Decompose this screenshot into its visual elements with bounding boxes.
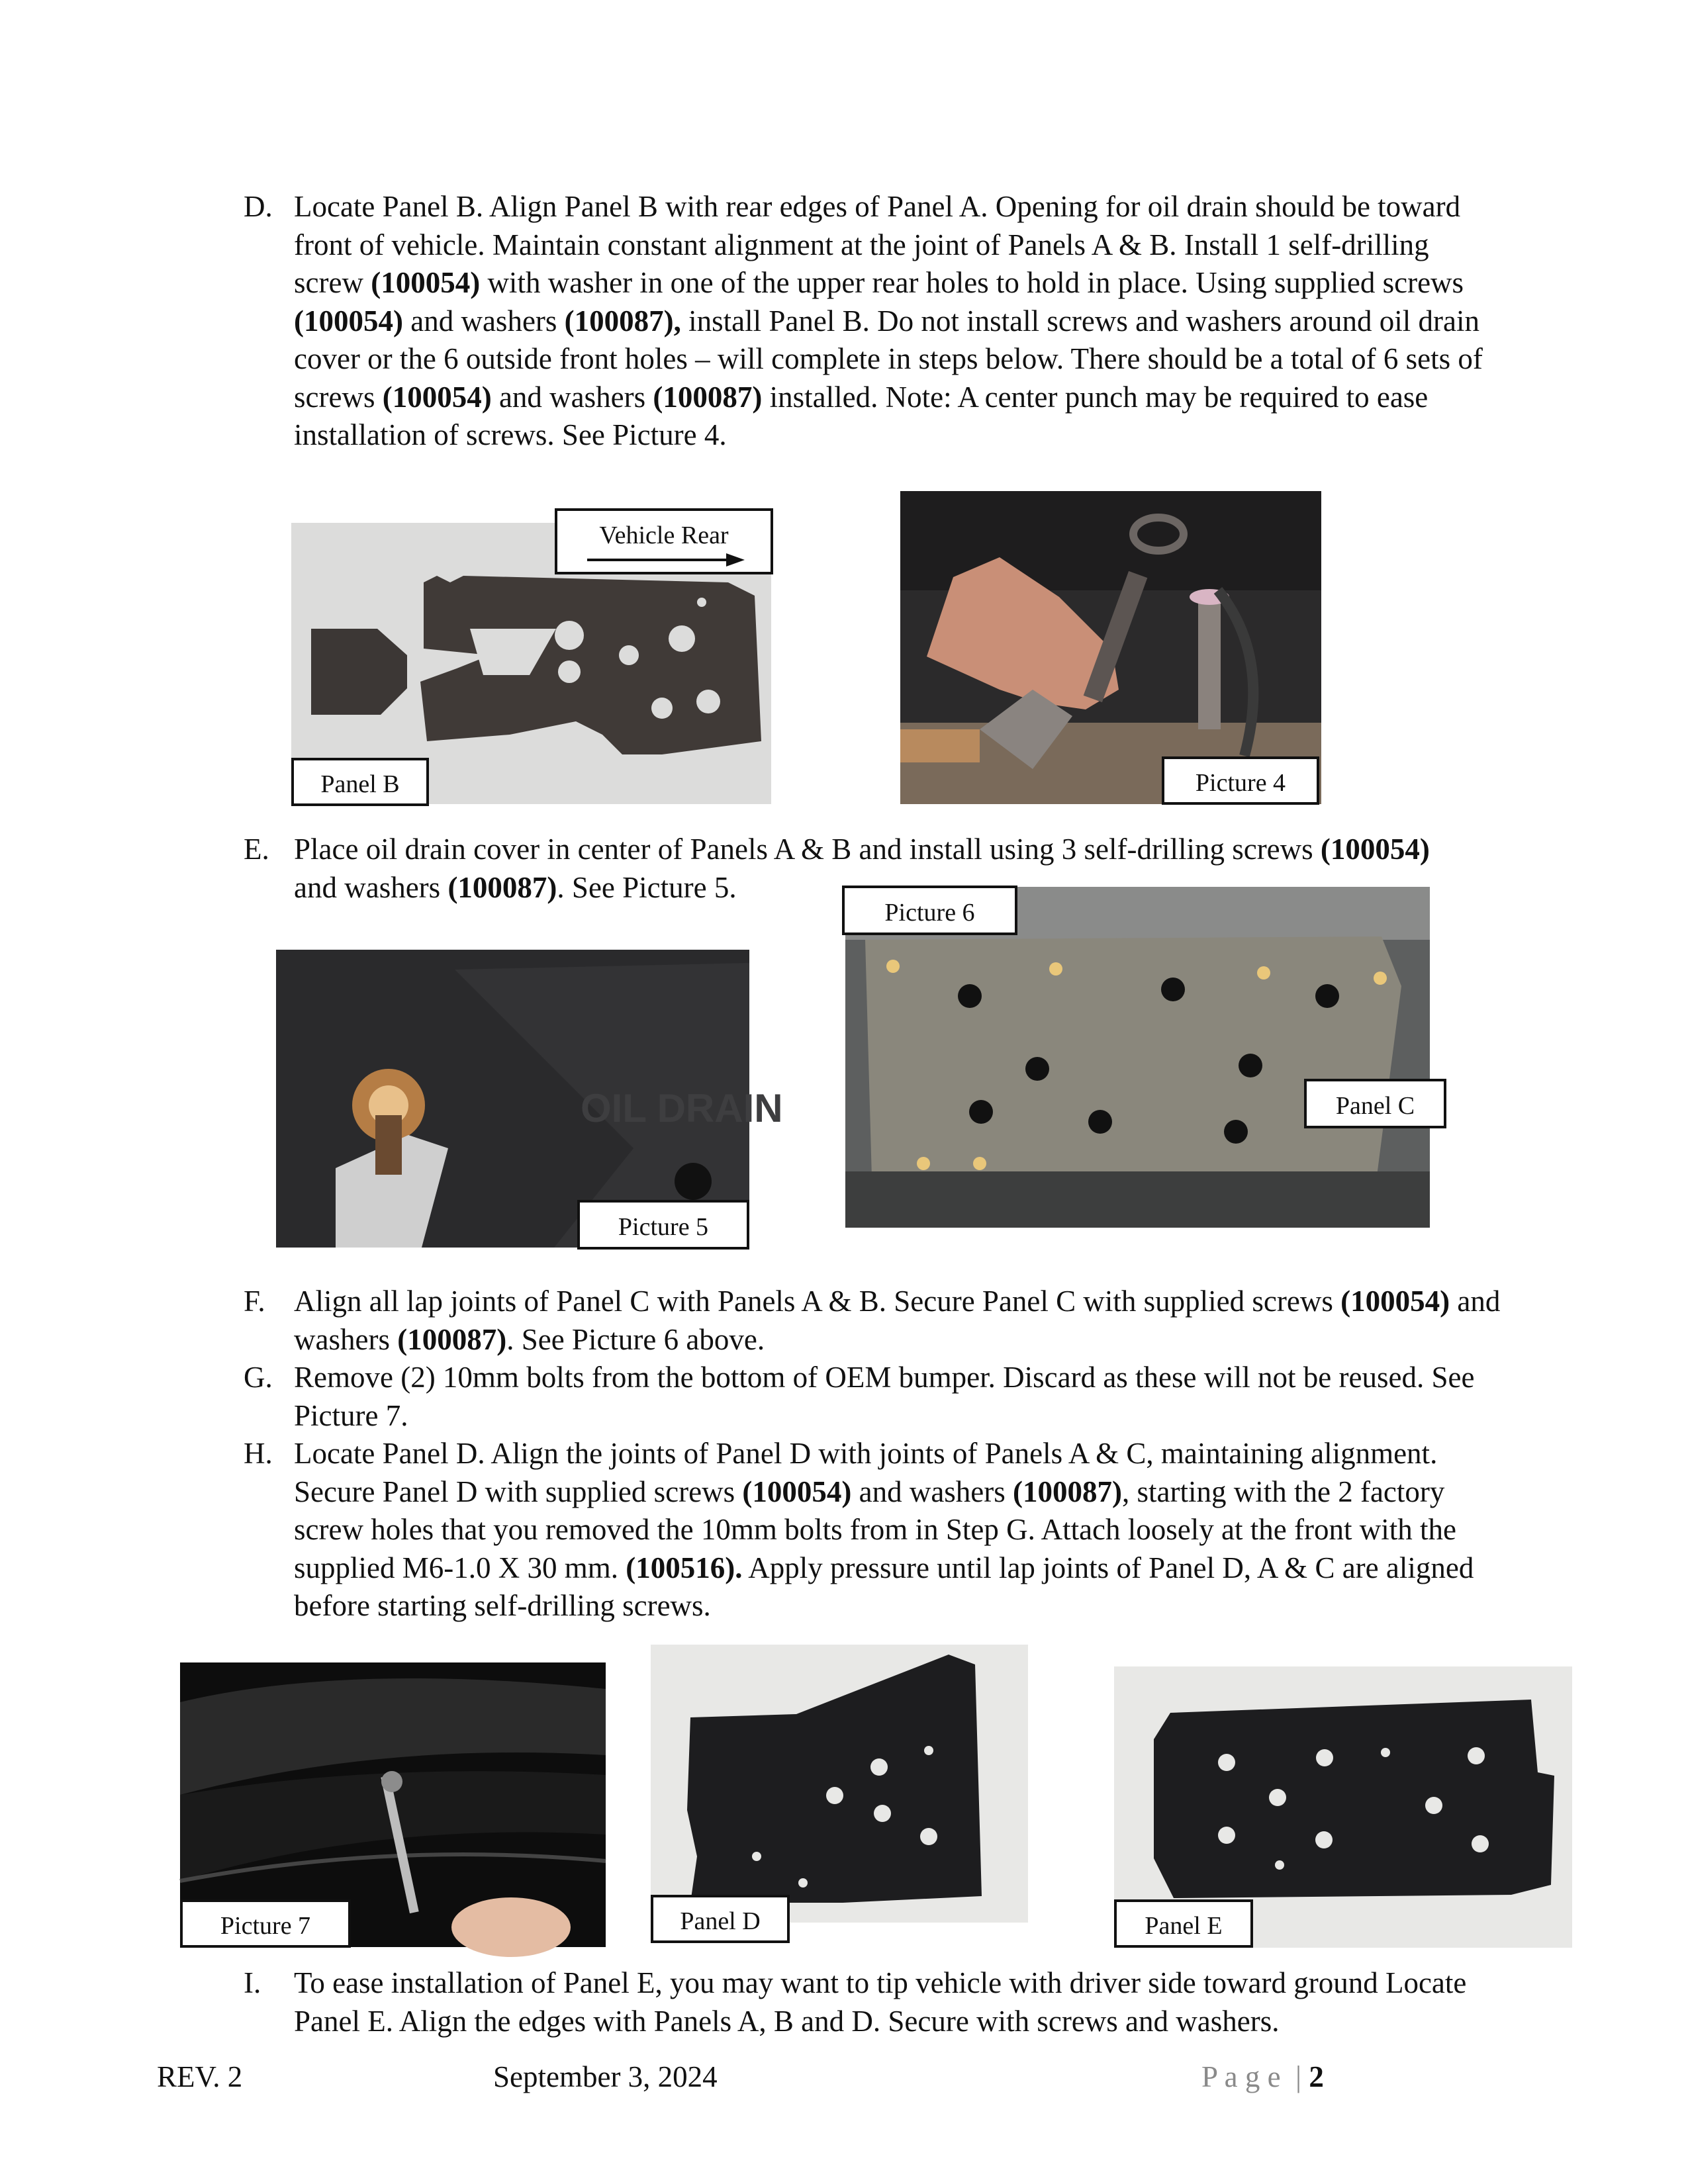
step-text: To ease installation of Panel E, you may want to tip vehicle with driver side toward ground Locate Panel E. Align the edges with Panels A, B and D. Secure with screws and washers. [294, 1966, 1467, 2038]
vehicle-rear-label: Vehicle Rear [555, 508, 773, 574]
step-i [244, 1964, 1501, 2040]
footer-revision: REV. 2 [157, 2060, 243, 2093]
step-text: Remove (2) 10mm bolts from the bottom of OEM bumper. Discard as these will not be reused. See Picture 7. [294, 1361, 1475, 1432]
step-letter: E. [244, 833, 269, 866]
page-label: P a g e | [1201, 2060, 1302, 2093]
oil-drain-text: OIL DRAIN [581, 1086, 783, 1130]
picture-6-label: Picture 6 [842, 886, 1017, 935]
step-d [244, 188, 1501, 455]
picture-5-label: Picture 5 [577, 1200, 749, 1250]
panel-d-label: Panel D [651, 1895, 790, 1943]
step-text: Place oil drain cover in center of Panels A & B and install using 3 self-drilling screws (100054) and washers (100087). See Picture 5. [294, 833, 1430, 904]
step-h [244, 1435, 1501, 1625]
footer-date: September 3, 2024 [493, 2060, 718, 2093]
step-letter: F. [244, 1285, 265, 1318]
step-text: Align all lap joints of Panel C with Panels A & B. Secure Panel C with supplied screws (100054) and washers (100087). See Picture 6 above. [294, 1285, 1501, 1356]
picture-6-photo [845, 887, 1430, 1228]
step-f [244, 1283, 1501, 1359]
step-letter: G. [244, 1361, 273, 1394]
picture-7-label: Picture 7 [180, 1899, 351, 1948]
step-letter: H. [244, 1437, 273, 1470]
step-text: Locate Panel B. Align Panel B with rear edges of Panel A. Opening for oil drain should be toward front of vehicle. Maintain constant alignment at the joint of Panels A & B. Install 1 self-drilling screw (100054) with washer in one of the upper rear holes to hold in place. Using supplied screws (100054) and washers (100087), install Panel B. Do not install screws and washers around oil drain cover or the 6 outside front holes – will complete in steps below. There should be a total of 6 sets of screws (100054) and washers (100087) installed. Note: A center punch may be required to ease installation of screws. See Picture 4. [294, 190, 1483, 451]
step-g [244, 1359, 1501, 1435]
step-letter: D. [244, 190, 273, 223]
panel-d-photo [651, 1645, 1028, 1923]
page-number: 2 [1309, 2060, 1324, 2093]
panel-b-label: Panel B [291, 758, 429, 806]
picture-4-label: Picture 4 [1162, 756, 1319, 805]
step-letter: I. [244, 1966, 261, 1999]
step-text: Locate Panel D. Align the joints of Panel D with joints of Panels A & C, maintaining alignment. Secure Panel D with supplied screws (100054) and washers (100087), starting with the 2 factory screw holes that you removed the 10mm bolts from in Step G. Attach loosely at the front with the supplied M6-1.0 X 30 mm. (100516). Apply pressure until lap joints of Panel D, A & C are aligned before starting self-drilling screws. [294, 1437, 1474, 1622]
footer-page [1201, 2060, 1324, 2094]
panel-c-label: Panel C [1304, 1079, 1446, 1128]
panel-e-label: Panel E [1114, 1899, 1253, 1948]
arrow-right-icon [587, 552, 746, 568]
